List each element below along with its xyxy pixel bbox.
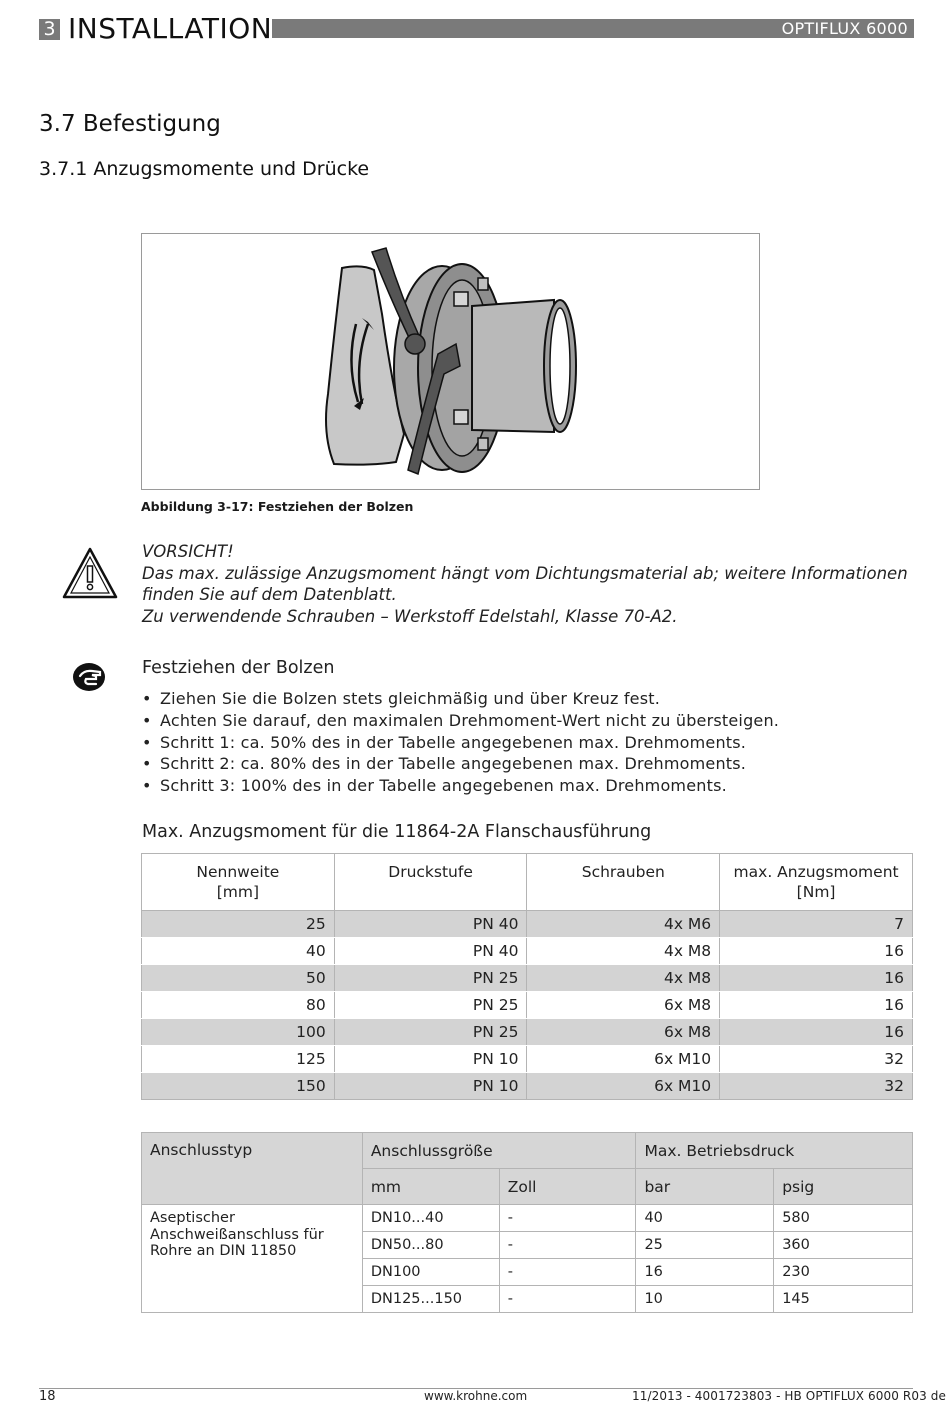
cell-psig: 230: [774, 1259, 913, 1286]
torque-table: [141, 853, 913, 1100]
task-bullet-list: [142, 688, 779, 797]
cell-zoll: -: [499, 1232, 636, 1259]
cell-mm: DN100: [362, 1259, 499, 1286]
column-header-schrauben: [527, 854, 720, 911]
column-header-psig: psig: [774, 1169, 913, 1205]
product-header-bar: OPTIFLUX 6000: [272, 19, 914, 38]
cell-druckstufe: PN 25: [334, 1019, 527, 1046]
list-item: • Schritt 3: 100% des in der Tabelle angegebenen max. Drehmoments.: [142, 775, 779, 797]
header-label: Schrauben: [581, 863, 665, 881]
cell-druckstufe: PN 25: [334, 965, 527, 992]
cell-nennweite: 50: [142, 965, 335, 992]
cell-schrauben: 4x M8: [527, 938, 720, 965]
cell-schrauben: 4x M8: [527, 965, 720, 992]
cell-druckstufe: PN 40: [334, 938, 527, 965]
header-label: Druckstufe: [388, 863, 473, 881]
cell-psig: 145: [774, 1286, 913, 1313]
hand-icon: [72, 662, 106, 692]
header-unit: [Nm]: [796, 883, 836, 901]
table-row: [142, 992, 913, 1019]
section-title: 3.7 Befestigung: [39, 111, 221, 137]
cell-nennweite: 100: [142, 1019, 335, 1046]
warning-line: finden Sie auf dem Datenblatt.: [142, 585, 397, 604]
table-row: [142, 1019, 913, 1046]
table-row: [142, 1205, 913, 1232]
header-unit: [mm]: [216, 883, 259, 901]
chapter-number-badge: 3: [39, 19, 60, 40]
cell-mm: DN125...150: [362, 1286, 499, 1313]
table-row: [142, 911, 913, 938]
cell-anzugsmoment: 7: [720, 911, 913, 938]
cell-nennweite: 25: [142, 911, 335, 938]
cell-druckstufe: PN 10: [334, 1046, 527, 1073]
cell-schrauben: 6x M8: [527, 992, 720, 1019]
type-line: Rohre an DIN 11850: [150, 1243, 297, 1259]
cell-zoll: -: [499, 1259, 636, 1286]
column-header-nennweite: [142, 854, 335, 911]
warning-heading: VORSICHT!: [142, 542, 234, 561]
chapter-title: INSTALLATION: [68, 12, 273, 45]
cell-bar: 40: [636, 1205, 774, 1232]
cell-anzugsmoment: 16: [720, 1019, 913, 1046]
warning-line: Zu verwendende Schrauben – Werkstoff Edelstahl, Klasse 70-A2.: [142, 606, 678, 626]
warning-line: Das max. zulässige Anzugsmoment hängt vom Dichtungsmaterial ab; weitere Informationen: [142, 563, 908, 583]
cell-schrauben: 4x M6: [527, 911, 720, 938]
cell-psig: 360: [774, 1232, 913, 1259]
cell-anzugsmoment: 16: [720, 965, 913, 992]
column-header-anschlussgroesse: Anschlussgröße: [362, 1133, 636, 1169]
header-label: Nennweite: [196, 863, 280, 881]
column-header-mm: mm: [362, 1169, 499, 1205]
cell-anzugsmoment: 32: [720, 1046, 913, 1073]
cell-schrauben: 6x M8: [527, 1019, 720, 1046]
list-item: • Ziehen Sie die Bolzen stets gleichmäßig und über Kreuz fest.: [142, 688, 779, 710]
footer-url: www.krohne.com: [424, 1389, 528, 1403]
column-header-druckstufe: [334, 854, 527, 911]
cell-psig: 580: [774, 1205, 913, 1232]
cell-zoll: -: [499, 1286, 636, 1313]
warning-triangle-icon: [61, 546, 119, 600]
cell-nennweite: 40: [142, 938, 335, 965]
list-item: • Schritt 1: ca. 50% des in der Tabelle angegebenen max. Drehmoments.: [142, 732, 779, 754]
cell-mm: DN10...40: [362, 1205, 499, 1232]
column-header-betriebsdruck: Max. Betriebsdruck: [636, 1133, 913, 1169]
column-header-bar: bar: [636, 1169, 774, 1205]
cell-nennweite: 125: [142, 1046, 335, 1073]
figure-frame: [141, 233, 760, 490]
torque-table-title: Max. Anzugsmoment für die 11864-2A Flanschausführung: [142, 822, 652, 842]
cell-anschlusstyp: [142, 1205, 363, 1313]
cell-druckstufe: PN 40: [334, 911, 527, 938]
header-label: max. Anzugsmoment: [733, 863, 899, 881]
cell-mm: DN50...80: [362, 1232, 499, 1259]
column-header-anschlusstyp: Anschlusstyp: [142, 1133, 363, 1205]
warning-text: [142, 541, 908, 627]
cell-schrauben: 6x M10: [527, 1073, 720, 1100]
pressure-table: [141, 1132, 913, 1313]
cell-zoll: -: [499, 1205, 636, 1232]
column-header-anzugsmoment: [720, 854, 913, 911]
subsection-title: 3.7.1 Anzugsmomente und Drücke: [39, 158, 370, 180]
bolt-tightening-illustration: [142, 234, 759, 489]
cell-bar: 25: [636, 1232, 774, 1259]
column-header-zoll: Zoll: [499, 1169, 636, 1205]
table-row: [142, 938, 913, 965]
table-row: [142, 965, 913, 992]
table-row: [142, 1046, 913, 1073]
cell-anzugsmoment: 16: [720, 992, 913, 1019]
cell-nennweite: 80: [142, 992, 335, 1019]
table-row: [142, 1073, 913, 1100]
footer-document-id: 11/2013 - 4001723803 - HB OPTIFLUX 6000 R03 de: [632, 1389, 946, 1403]
list-item: • Achten Sie darauf, den maximalen Drehmoment-Wert nicht zu übersteigen.: [142, 710, 779, 732]
cell-druckstufe: PN 25: [334, 992, 527, 1019]
cell-nennweite: 150: [142, 1073, 335, 1100]
type-line: Aseptischer: [150, 1210, 235, 1226]
type-line: Anschweißanschluss für: [150, 1226, 324, 1243]
cell-druckstufe: PN 10: [334, 1073, 527, 1100]
cell-bar: 10: [636, 1286, 774, 1313]
cell-anzugsmoment: 32: [720, 1073, 913, 1100]
cell-schrauben: 6x M10: [527, 1046, 720, 1073]
task-title: Festziehen der Bolzen: [142, 658, 335, 678]
cell-anzugsmoment: 16: [720, 938, 913, 965]
cell-bar: 16: [636, 1259, 774, 1286]
figure-caption: Abbildung 3-17: Festziehen der Bolzen: [141, 499, 414, 514]
page-number: 18: [39, 1389, 56, 1404]
list-item: • Schritt 2: ca. 80% des in der Tabelle angegebenen max. Drehmoments.: [142, 753, 779, 775]
